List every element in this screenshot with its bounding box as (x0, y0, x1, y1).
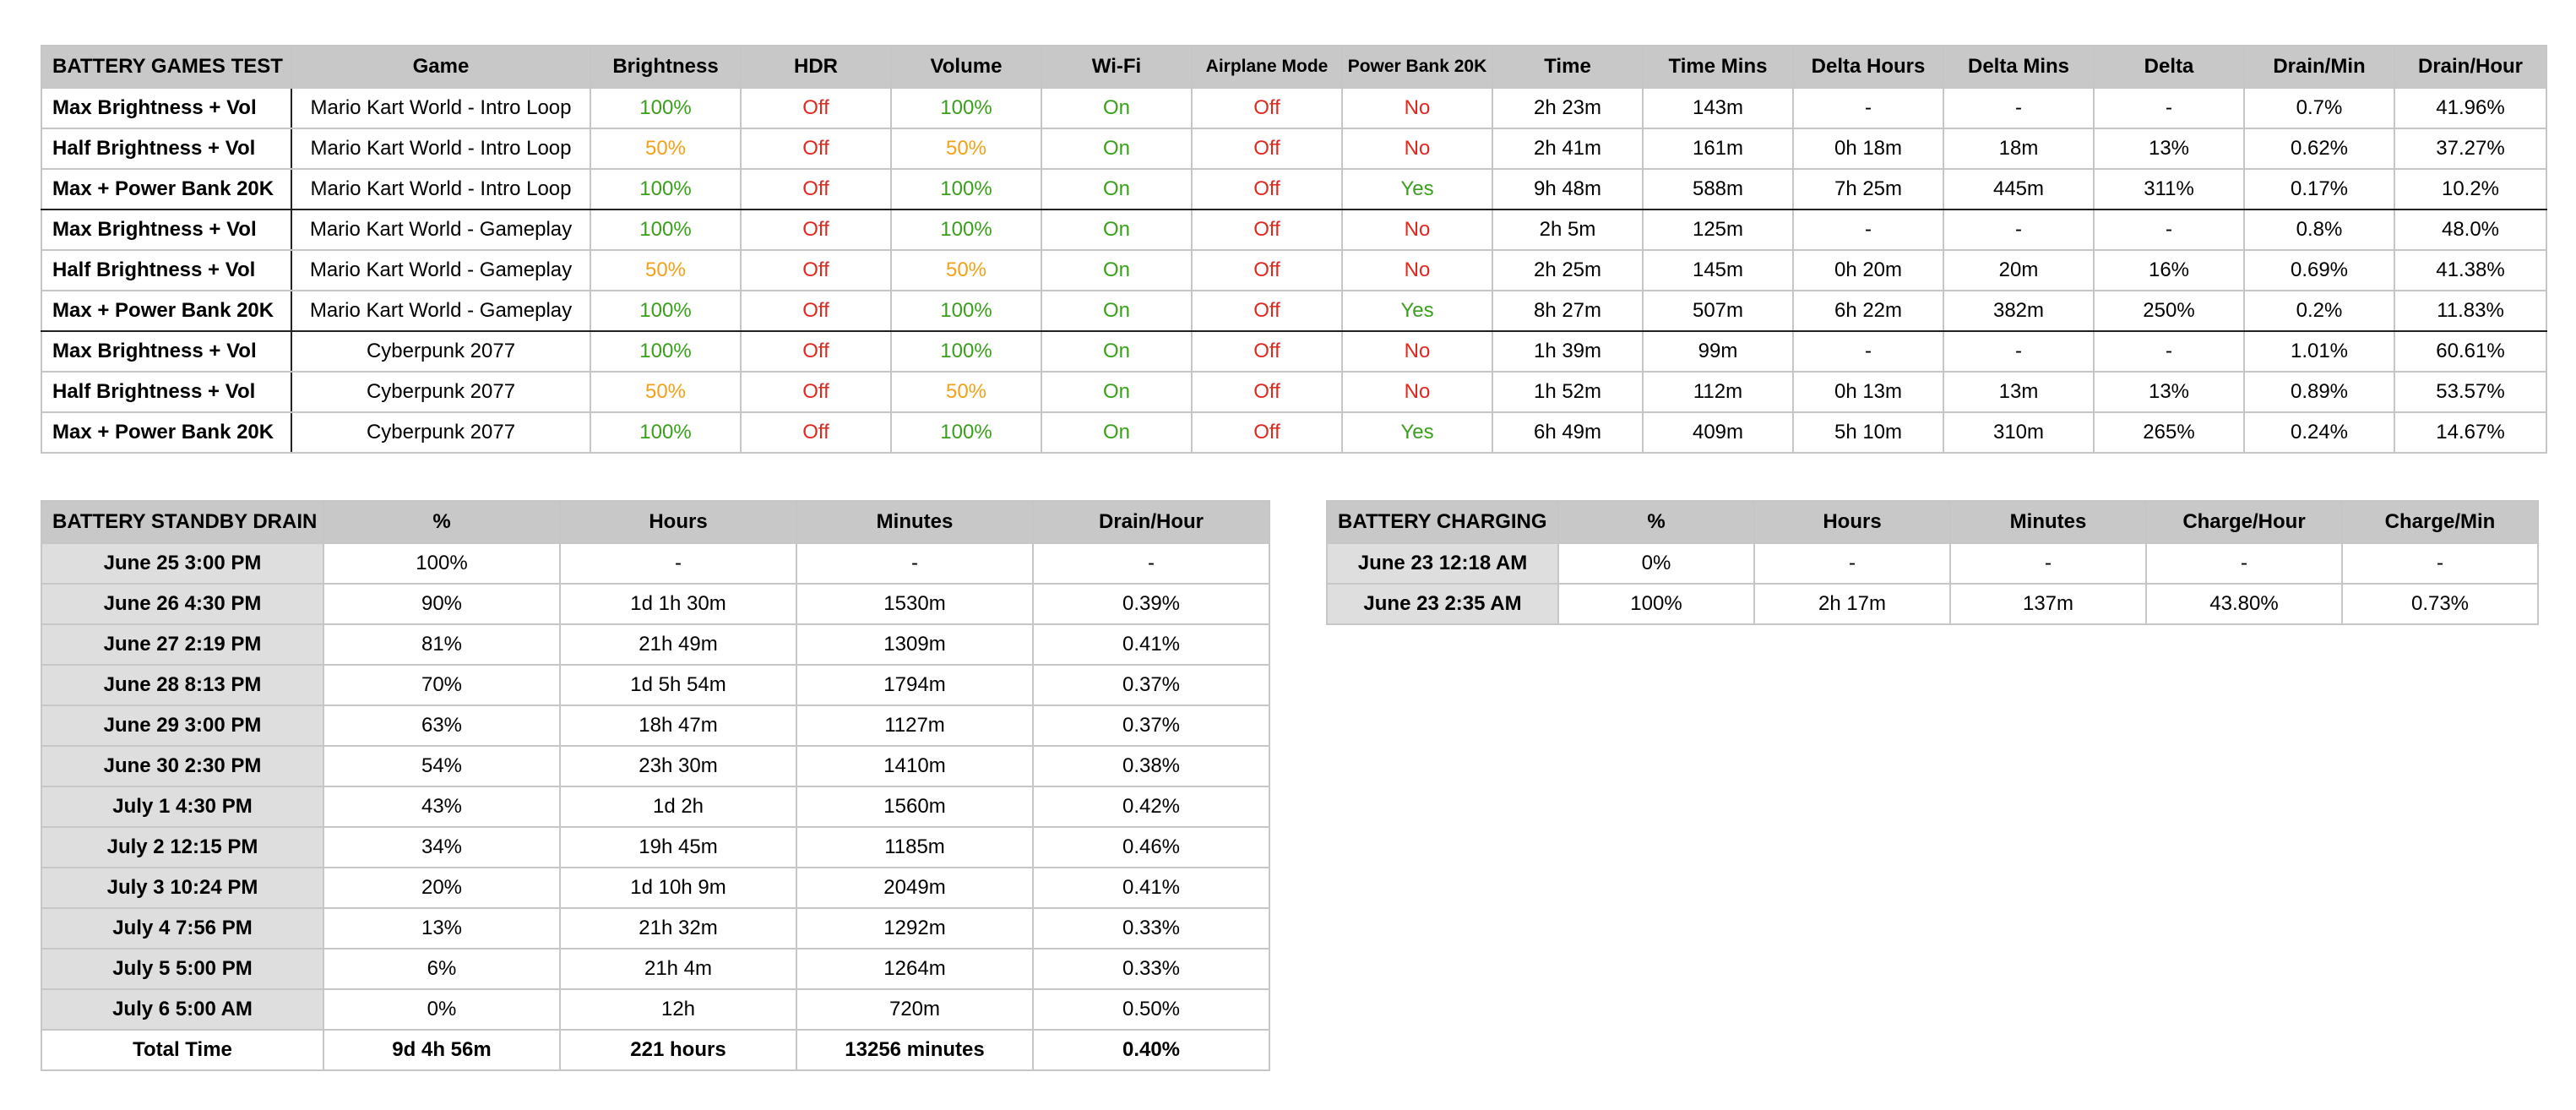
standby-table-row (41, 665, 1269, 705)
standby-pct: 63% (323, 705, 560, 746)
col-header-volume: Volume (891, 46, 1041, 88)
cell-delta: - (2094, 209, 2244, 250)
standby-pct: 20% (323, 868, 560, 908)
cell-time-mins: 125m (1643, 209, 1793, 250)
cell-delta: 16% (2094, 250, 2244, 291)
cell-delta-mins: - (1943, 88, 2094, 128)
standby-date: July 6 5:00 AM (41, 989, 323, 1030)
cell-delta: 13% (2094, 372, 2244, 412)
cell-drain-hour: 48.0% (2394, 209, 2546, 250)
cell-drain-min: 0.89% (2244, 372, 2394, 412)
cell-time: 2h 25m (1492, 250, 1643, 291)
standby-pct: 13% (323, 908, 560, 949)
standby-minutes: 1794m (796, 665, 1033, 705)
cell-hdr: Off (741, 128, 891, 169)
standby-hours: 1d 5h 54m (560, 665, 796, 705)
cell-game: Mario Kart World - Gameplay (291, 291, 590, 331)
col-header-delta-hours: Delta Hours (1793, 46, 1943, 88)
cell-airplane: Off (1192, 372, 1342, 412)
games-table-row (41, 209, 2546, 250)
standby-hours: 1d 10h 9m (560, 868, 796, 908)
cell-time-mins: 145m (1643, 250, 1793, 291)
cell-delta: 250% (2094, 291, 2244, 331)
standby-date: June 25 3:00 PM (41, 543, 323, 584)
cell-time: 2h 5m (1492, 209, 1643, 250)
cell-game: Mario Kart World - Gameplay (291, 209, 590, 250)
standby-date: June 29 3:00 PM (41, 705, 323, 746)
col-header-power-bank: Power Bank 20K (1342, 46, 1492, 88)
col-header-delta-mins: Delta Mins (1943, 46, 2094, 88)
row-label: Max Brightness + Vol (41, 331, 291, 372)
cell-brightness: 50% (590, 372, 741, 412)
cell-drain-hour: 11.83% (2394, 291, 2546, 331)
cell-brightness: 100% (590, 169, 741, 209)
cell-power-bank: No (1342, 331, 1492, 372)
cell-airplane: Off (1192, 169, 1342, 209)
standby-pct: 70% (323, 665, 560, 705)
standby-pct: 54% (323, 746, 560, 786)
charging-hours: - (1754, 543, 1950, 584)
charging-date: June 23 12:18 AM (1327, 543, 1558, 584)
cell-volume: 100% (891, 331, 1041, 372)
total-minutes: 13256 minutes (796, 1030, 1033, 1070)
standby-pct: 81% (323, 624, 560, 665)
cell-game: Mario Kart World - Gameplay (291, 250, 590, 291)
col-header-hdr: HDR (741, 46, 891, 88)
cell-delta-hours: 0h 20m (1793, 250, 1943, 291)
cell-drain-min: 1.01% (2244, 331, 2394, 372)
row-label: Max Brightness + Vol (41, 88, 291, 128)
cell-brightness: 100% (590, 209, 741, 250)
standby-pct: 34% (323, 827, 560, 868)
cell-time-mins: 143m (1643, 88, 1793, 128)
cell-drain-hour: 14.67% (2394, 412, 2546, 453)
cell-time-mins: 99m (1643, 331, 1793, 372)
cell-delta-hours: - (1793, 209, 1943, 250)
total-label: Total Time (41, 1030, 323, 1070)
standby-date: June 30 2:30 PM (41, 746, 323, 786)
cell-game: Cyberpunk 2077 (291, 412, 590, 453)
standby-minutes: 1530m (796, 584, 1033, 624)
standby-hours: 23h 30m (560, 746, 796, 786)
cell-brightness: 50% (590, 250, 741, 291)
games-table-row (41, 372, 2546, 412)
cell-delta: - (2094, 331, 2244, 372)
standby-table-row (41, 868, 1269, 908)
cell-delta: - (2094, 88, 2244, 128)
cell-delta-hours: - (1793, 88, 1943, 128)
cell-delta-mins: - (1943, 209, 2094, 250)
standby-table-row (41, 827, 1269, 868)
cell-time: 9h 48m (1492, 169, 1643, 209)
cell-time-mins: 507m (1643, 291, 1793, 331)
standby-minutes: 1127m (796, 705, 1033, 746)
cell-wifi: On (1041, 250, 1192, 291)
cell-delta-hours: 6h 22m (1793, 291, 1943, 331)
cell-power-bank: No (1342, 372, 1492, 412)
cell-delta-mins: 445m (1943, 169, 2094, 209)
games-header-row (41, 46, 2546, 88)
cell-time: 1h 39m (1492, 331, 1643, 372)
cell-game: Mario Kart World - Intro Loop (291, 169, 590, 209)
row-label: Max Brightness + Vol (41, 209, 291, 250)
standby-total-row (41, 1030, 1269, 1070)
cell-wifi: On (1041, 331, 1192, 372)
standby-table-row (41, 584, 1269, 624)
games-table-title: BATTERY GAMES TEST (41, 46, 291, 88)
cell-airplane: Off (1192, 331, 1342, 372)
standby-hours: 19h 45m (560, 827, 796, 868)
charging-pct: 0% (1558, 543, 1754, 584)
games-table-row (41, 169, 2546, 209)
cell-volume: 100% (891, 88, 1041, 128)
standby-table-row (41, 624, 1269, 665)
standby-hours: - (560, 543, 796, 584)
cell-volume: 50% (891, 250, 1041, 291)
games-table-row (41, 88, 2546, 128)
standby-pct: 0% (323, 989, 560, 1030)
cell-drain-hour: 41.96% (2394, 88, 2546, 128)
standby-minutes: 1410m (796, 746, 1033, 786)
cell-brightness: 50% (590, 128, 741, 169)
cell-drain-hour: 10.2% (2394, 169, 2546, 209)
cell-wifi: On (1041, 169, 1192, 209)
col-header-drain-min: Drain/Min (2244, 46, 2394, 88)
standby-hours: 1d 1h 30m (560, 584, 796, 624)
standby-table-row (41, 543, 1269, 584)
cell-delta-hours: 0h 13m (1793, 372, 1943, 412)
cell-delta-mins: - (1943, 331, 2094, 372)
cell-time: 1h 52m (1492, 372, 1643, 412)
cell-volume: 100% (891, 291, 1041, 331)
cell-time: 8h 27m (1492, 291, 1643, 331)
cell-volume: 100% (891, 169, 1041, 209)
standby-hours: 21h 32m (560, 908, 796, 949)
cell-airplane: Off (1192, 128, 1342, 169)
cell-drain-min: 0.7% (2244, 88, 2394, 128)
standby-date: July 5 5:00 PM (41, 949, 323, 989)
row-label: Max + Power Bank 20K (41, 412, 291, 453)
cell-game: Mario Kart World - Intro Loop (291, 88, 590, 128)
cell-delta: 13% (2094, 128, 2244, 169)
cell-time: 2h 41m (1492, 128, 1643, 169)
cell-power-bank: No (1342, 128, 1492, 169)
standby-table-row (41, 786, 1269, 827)
standby-date: June 27 2:19 PM (41, 624, 323, 665)
cell-drain-hour: 37.27% (2394, 128, 2546, 169)
standby-table-row (41, 908, 1269, 949)
cell-delta-mins: 13m (1943, 372, 2094, 412)
standby-date: June 26 4:30 PM (41, 584, 323, 624)
standby-minutes: 1264m (796, 949, 1033, 989)
standby-drain-hour: 0.38% (1033, 746, 1269, 786)
games-table-row (41, 128, 2546, 169)
row-label: Max + Power Bank 20K (41, 169, 291, 209)
cell-time-mins: 112m (1643, 372, 1793, 412)
standby-drain-hour: 0.33% (1033, 908, 1269, 949)
cell-power-bank: No (1342, 209, 1492, 250)
cell-wifi: On (1041, 128, 1192, 169)
charging-charge-hour: 43.80% (2146, 584, 2342, 624)
row-label: Half Brightness + Vol (41, 250, 291, 291)
cell-delta-hours: 0h 18m (1793, 128, 1943, 169)
games-table-row (41, 250, 2546, 291)
cell-drain-hour: 41.38% (2394, 250, 2546, 291)
cell-volume: 100% (891, 412, 1041, 453)
total-duration: 9d 4h 56m (323, 1030, 560, 1070)
charging-minutes: - (1950, 543, 2146, 584)
total-drain-hour: 0.40% (1033, 1030, 1269, 1070)
cell-airplane: Off (1192, 209, 1342, 250)
cell-delta-hours: 5h 10m (1793, 412, 1943, 453)
standby-pct: 6% (323, 949, 560, 989)
col-header-delta: Delta (2094, 46, 2244, 88)
standby-minutes: 2049m (796, 868, 1033, 908)
row-label: Max + Power Bank 20K (41, 291, 291, 331)
charging-table-row (1327, 543, 2538, 584)
cell-hdr: Off (741, 372, 891, 412)
standby-drain-hour: 0.41% (1033, 624, 1269, 665)
cell-delta-mins: 382m (1943, 291, 2094, 331)
standby-pct: 43% (323, 786, 560, 827)
charging-minutes: 137m (1950, 584, 2146, 624)
cell-airplane: Off (1192, 250, 1342, 291)
standby-hours: 21h 4m (560, 949, 796, 989)
cell-time-mins: 588m (1643, 169, 1793, 209)
standby-minutes: 1292m (796, 908, 1033, 949)
cell-game: Mario Kart World - Intro Loop (291, 128, 590, 169)
cell-volume: 100% (891, 209, 1041, 250)
cell-airplane: Off (1192, 291, 1342, 331)
cell-power-bank: No (1342, 88, 1492, 128)
charging-charge-min: - (2342, 543, 2538, 584)
cell-time-mins: 409m (1643, 412, 1793, 453)
col-header-airplane-mode: Airplane Mode (1192, 46, 1342, 88)
col-header-game: Game (291, 46, 590, 88)
cell-time: 6h 49m (1492, 412, 1643, 453)
cell-drain-min: 0.2% (2244, 291, 2394, 331)
standby-drain-hour: 0.37% (1033, 705, 1269, 746)
cell-power-bank: Yes (1342, 412, 1492, 453)
cell-hdr: Off (741, 250, 891, 291)
standby-drain-hour: 0.33% (1033, 949, 1269, 989)
games-table-row (41, 412, 2546, 453)
games-table-row (41, 331, 2546, 372)
standby-header-row (41, 501, 1269, 543)
standby-minutes: - (796, 543, 1033, 584)
standby-col-header-minutes: Minutes (796, 501, 1033, 543)
cell-hdr: Off (741, 291, 891, 331)
cell-drain-min: 0.69% (2244, 250, 2394, 291)
cell-airplane: Off (1192, 412, 1342, 453)
standby-col-header-pct: % (323, 501, 560, 543)
col-header-wifi: Wi-Fi (1041, 46, 1192, 88)
charging-date: June 23 2:35 AM (1327, 584, 1558, 624)
cell-hdr: Off (741, 169, 891, 209)
cell-volume: 50% (891, 128, 1041, 169)
standby-hours: 1d 2h (560, 786, 796, 827)
standby-minutes: 1560m (796, 786, 1033, 827)
charging-table-row (1327, 584, 2538, 624)
standby-table-row (41, 746, 1269, 786)
standby-minutes: 720m (796, 989, 1033, 1030)
cell-drain-hour: 60.61% (2394, 331, 2546, 372)
standby-pct: 90% (323, 584, 560, 624)
cell-game: Cyberpunk 2077 (291, 331, 590, 372)
cell-brightness: 100% (590, 88, 741, 128)
cell-drain-hour: 53.57% (2394, 372, 2546, 412)
standby-date: July 3 10:24 PM (41, 868, 323, 908)
charging-col-header-charge-min: Charge/Min (2342, 501, 2538, 543)
cell-volume: 50% (891, 372, 1041, 412)
charging-charge-min: 0.73% (2342, 584, 2538, 624)
standby-hours: 12h (560, 989, 796, 1030)
cell-hdr: Off (741, 331, 891, 372)
charging-col-header-charge-hour: Charge/Hour (2146, 501, 2342, 543)
cell-brightness: 100% (590, 331, 741, 372)
battery-games-test-table (41, 45, 2547, 454)
cell-power-bank: Yes (1342, 169, 1492, 209)
cell-drain-min: 0.17% (2244, 169, 2394, 209)
row-label: Half Brightness + Vol (41, 372, 291, 412)
col-header-time: Time (1492, 46, 1643, 88)
cell-hdr: Off (741, 209, 891, 250)
standby-table-row (41, 705, 1269, 746)
cell-brightness: 100% (590, 291, 741, 331)
cell-wifi: On (1041, 291, 1192, 331)
standby-drain-hour: 0.37% (1033, 665, 1269, 705)
charging-col-header-pct: % (1558, 501, 1754, 543)
cell-hdr: Off (741, 88, 891, 128)
cell-delta-mins: 20m (1943, 250, 2094, 291)
standby-date: July 1 4:30 PM (41, 786, 323, 827)
standby-col-header-drain-hour: Drain/Hour (1033, 501, 1269, 543)
cell-wifi: On (1041, 88, 1192, 128)
battery-charging-table (1326, 500, 2539, 625)
standby-drain-hour: 0.41% (1033, 868, 1269, 908)
total-hours: 221 hours (560, 1030, 796, 1070)
cell-drain-min: 0.8% (2244, 209, 2394, 250)
charging-table-title: BATTERY CHARGING (1327, 501, 1558, 543)
charging-col-header-minutes: Minutes (1950, 501, 2146, 543)
standby-hours: 18h 47m (560, 705, 796, 746)
charging-header-row (1327, 501, 2538, 543)
cell-delta: 265% (2094, 412, 2244, 453)
cell-wifi: On (1041, 209, 1192, 250)
standby-date: June 28 8:13 PM (41, 665, 323, 705)
cell-drain-min: 0.62% (2244, 128, 2394, 169)
cell-airplane: Off (1192, 88, 1342, 128)
charging-charge-hour: - (2146, 543, 2342, 584)
cell-delta: 311% (2094, 169, 2244, 209)
standby-pct: 100% (323, 543, 560, 584)
cell-time: 2h 23m (1492, 88, 1643, 128)
standby-table-row (41, 989, 1269, 1030)
charging-col-header-hours: Hours (1754, 501, 1950, 543)
standby-drain-hour: 0.42% (1033, 786, 1269, 827)
standby-table-row (41, 949, 1269, 989)
col-header-time-mins: Time Mins (1643, 46, 1793, 88)
cell-wifi: On (1041, 372, 1192, 412)
standby-drain-hour: 0.39% (1033, 584, 1269, 624)
standby-drain-hour: 0.50% (1033, 989, 1269, 1030)
standby-date: July 4 7:56 PM (41, 908, 323, 949)
col-header-brightness: Brightness (590, 46, 741, 88)
standby-drain-hour: - (1033, 543, 1269, 584)
standby-date: July 2 12:15 PM (41, 827, 323, 868)
cell-game: Cyberpunk 2077 (291, 372, 590, 412)
cell-power-bank: No (1342, 250, 1492, 291)
standby-col-header-hours: Hours (560, 501, 796, 543)
col-header-drain-hour: Drain/Hour (2394, 46, 2546, 88)
cell-time-mins: 161m (1643, 128, 1793, 169)
standby-drain-hour: 0.46% (1033, 827, 1269, 868)
cell-delta-hours: - (1793, 331, 1943, 372)
cell-delta-mins: 310m (1943, 412, 2094, 453)
standby-minutes: 1309m (796, 624, 1033, 665)
standby-table-title: BATTERY STANDBY DRAIN (41, 501, 323, 543)
cell-drain-min: 0.24% (2244, 412, 2394, 453)
cell-delta-mins: 18m (1943, 128, 2094, 169)
cell-hdr: Off (741, 412, 891, 453)
charging-pct: 100% (1558, 584, 1754, 624)
cell-delta-hours: 7h 25m (1793, 169, 1943, 209)
standby-minutes: 1185m (796, 827, 1033, 868)
battery-standby-drain-table (41, 500, 1270, 1071)
charging-hours: 2h 17m (1754, 584, 1950, 624)
cell-power-bank: Yes (1342, 291, 1492, 331)
cell-brightness: 100% (590, 412, 741, 453)
row-label: Half Brightness + Vol (41, 128, 291, 169)
standby-hours: 21h 49m (560, 624, 796, 665)
games-table-row (41, 291, 2546, 331)
cell-wifi: On (1041, 412, 1192, 453)
